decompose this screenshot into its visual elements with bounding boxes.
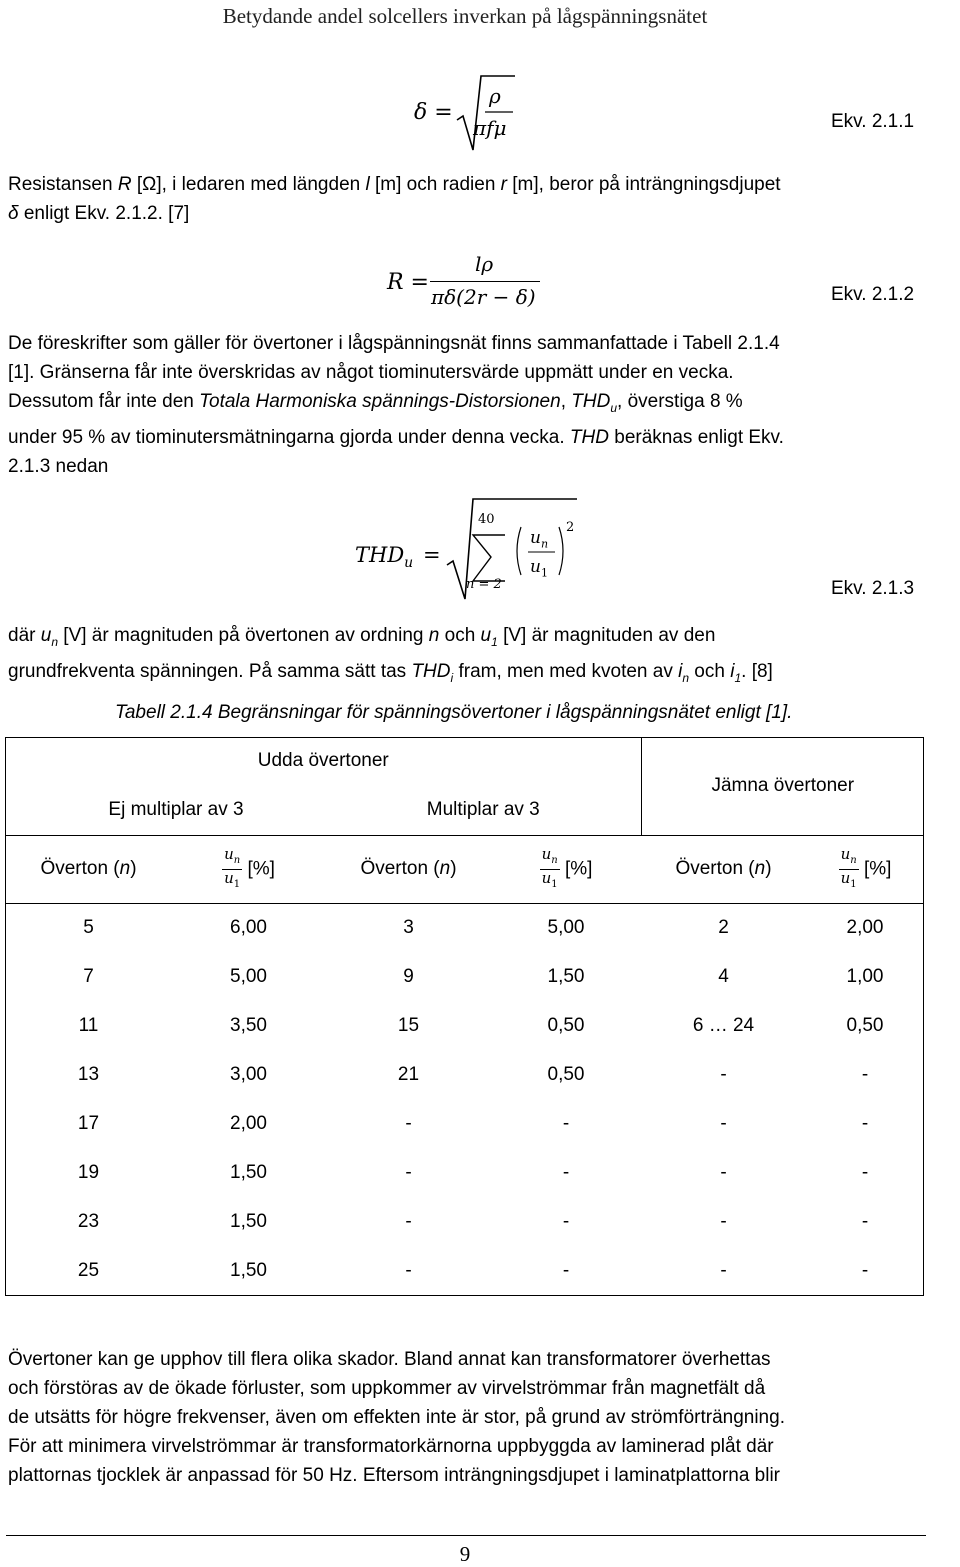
paragraph-effects: [8, 1345, 938, 1490]
table-cell: 21: [397, 1063, 420, 1085]
paragraph-line: och förstöras av de ökade förluster, som uppkommer av virvelströmmar från magnetfält då: [8, 1378, 766, 1399]
column-header-order: Överton (n): [641, 835, 806, 903]
eq3-equals: =: [423, 543, 441, 567]
column-header-ratio: $\frac{u_n}{u_1}$ [%]: [806, 835, 924, 903]
table-cell: 5,00: [491, 903, 641, 952]
table-cell: 19: [77, 1161, 100, 1183]
table-cell: -: [405, 1112, 412, 1134]
table-cell: 1,00: [846, 965, 884, 987]
table-cell: -: [720, 1161, 727, 1183]
eq2-lhs: R =: [387, 270, 429, 295]
table-cell: 2,00: [806, 903, 924, 952]
table-cell: 7: [83, 965, 94, 987]
table-cell: -: [562, 1210, 570, 1232]
table-cell: -: [562, 1112, 570, 1134]
eq3-sum-lower: n = 2: [466, 577, 502, 592]
table-cell: 5: [6, 903, 171, 952]
paragraph-line: under 95 % av tiominutersmätningarna gjorda under denna vecka. THD beräknas enligt Ekv.: [8, 426, 784, 448]
table-cell: 6,00: [171, 903, 326, 952]
column-header-ratio: $\frac{u_n}{u_1}$ [%]: [171, 835, 326, 903]
paragraph-resistance: [8, 170, 938, 228]
odd-harmonics-header: Udda övertoner: [257, 750, 389, 771]
paragraph-line: 2.1.3 nedan: [8, 455, 109, 477]
harmonics-limits-table: [6, 737, 924, 1295]
table-cell: 11: [78, 1014, 99, 1036]
table-cell: -: [720, 1112, 727, 1134]
column-header-row: [6, 835, 924, 903]
table-row: [6, 1197, 924, 1246]
table-cell: 0,50: [846, 1014, 884, 1036]
table-cell: 13: [77, 1063, 100, 1085]
paragraph-definitions: [8, 621, 938, 693]
table-cell: 2: [641, 903, 806, 952]
table-cell: -: [405, 1161, 412, 1183]
table-cell: 1,50: [230, 1259, 267, 1281]
paragraph-line: de utsätts för högre frekvenser, även om effekten inte är stor, på grund av strömförträngning.: [8, 1407, 785, 1428]
eq1-sqrt-sign: [455, 72, 517, 154]
page-number: 9: [459, 1542, 471, 1566]
table-cell: 15: [397, 1014, 420, 1036]
paragraph-line: För att minimera virvelströmmar är transformatorkärnorna uppbyggda av laminerad plåt där: [8, 1436, 774, 1457]
column-header-ratio: $\frac{u_n}{u_1}$ [%]: [491, 835, 641, 903]
column-header-order: Överton (n): [326, 835, 491, 903]
table-cell: 25: [77, 1259, 100, 1281]
table-cell: 2,00: [230, 1112, 267, 1134]
table-cell: -: [405, 1259, 412, 1281]
eq1-numerator: ρ: [489, 84, 501, 108]
table-cell: -: [405, 1210, 412, 1232]
not-multiple-of-3-header: Ej multiplar av 3: [108, 798, 244, 820]
table-cell: 17: [77, 1112, 100, 1134]
table-cell: -: [861, 1063, 869, 1085]
paragraph-regulations: [8, 329, 938, 481]
table-cell: -: [861, 1210, 869, 1232]
table-cell: 1,50: [230, 1210, 267, 1232]
table-row: [6, 1246, 924, 1295]
multiple-of-3-header: Multiplar av 3: [426, 798, 540, 820]
eq3-frac-numerator: $u_n$: [530, 528, 549, 551]
eq2-numerator: lρ: [475, 252, 494, 276]
eq2-denominator: πδ(2r − δ): [431, 285, 536, 309]
footer-rule: [6, 1535, 926, 1536]
table-row: [6, 1099, 924, 1148]
paragraph-line: De föreskrifter som gäller för övertoner i lågspänningsnät finns sammanfattade i Tabell 2.1.4: [8, 333, 780, 354]
eq3-sum-upper: 40: [478, 512, 495, 527]
table-cell: 0,50: [547, 1014, 585, 1036]
table-row: [6, 1148, 924, 1197]
table-cell: -: [562, 1161, 570, 1183]
table-cell: -: [720, 1259, 727, 1281]
eq1-denominator: πfμ: [473, 116, 507, 140]
paragraph-line: Resistansen R [Ω], i ledaren med längden l [m] och radien r [m], beror på inträngningsdjupet: [8, 174, 781, 195]
table-cell: 1,50: [547, 965, 585, 987]
table-cell: 0,50: [547, 1063, 585, 1085]
eq3-lhs: $THD_u$: [355, 543, 414, 572]
table-cell: -: [861, 1259, 869, 1281]
table-cell: 3,00: [230, 1063, 267, 1085]
eq3-label: Ekv. 2.1.3: [831, 578, 915, 599]
table-caption: Tabell 2.1.4 Begränsningar för spänningsövertoner i lågspänningsnätet enligt [1].: [115, 702, 793, 723]
table-cell: -: [562, 1259, 570, 1281]
paragraph-line: δ enligt Ekv. 2.1.2. [7]: [8, 203, 190, 224]
eq1-lhs: δ =: [414, 100, 453, 125]
table-cell: 1,50: [230, 1161, 267, 1183]
table-body: [6, 903, 924, 1295]
table-row: [6, 1001, 924, 1050]
table-cell: -: [720, 1063, 727, 1085]
table-cell: 3,50: [230, 1014, 267, 1036]
table-row: [6, 903, 924, 952]
even-harmonics-header: Jämna övertoner: [641, 737, 924, 835]
paragraph-line: [1]. Gränserna får inte överskridas av något tiominutersvärde uppmätt under en vecka.: [8, 362, 734, 383]
table-cell: 5,00: [230, 965, 267, 987]
table-cell: -: [720, 1210, 727, 1232]
eq2-fraction-bar: [430, 281, 540, 282]
paragraph-line: Övertoner kan ge upphov till flera olika skador. Bland annat kan transformatorer överhettas: [8, 1349, 771, 1370]
eq3-exponent: 2: [566, 520, 575, 535]
paragraph-line: plattornas tjocklek är anpassad för 50 Hz. Eftersom inträngningsdjupet i laminatplattorna blir: [8, 1465, 781, 1486]
table-cell: -: [861, 1161, 869, 1183]
table-row: [6, 1050, 924, 1099]
paragraph-line: grundfrekventa spänningen. På samma sätt tas $THD_i$ fram, men med kvoten av $i_n$ och $i_1$. [8]: [8, 660, 773, 685]
paragraph-line: där $u_n$ [V] är magnituden på övertonen av ordning n och $u_1$ [V] är magnituden av den: [8, 625, 716, 649]
column-header-order: Överton (n): [6, 835, 171, 903]
eq3-frac-denominator: $u_1$: [530, 557, 548, 580]
table-cell: 3: [326, 903, 491, 952]
table-cell: 6 … 24: [692, 1014, 755, 1036]
table-cell: 4: [718, 965, 729, 987]
table-cell: 23: [77, 1210, 100, 1232]
paragraph-line: Dessutom får inte den Totala Harmoniska spännings-Distorsionen, $THD_u$, överstiga 8 %: [8, 391, 743, 415]
table-cell: 9: [403, 965, 414, 987]
table-cell: -: [861, 1112, 869, 1134]
eq1-label: Ekv. 2.1.1: [831, 111, 915, 132]
running-header: Betydande andel solcellers inverkan på lågspänningsnätet: [222, 4, 708, 28]
eq2-label: Ekv. 2.1.2: [831, 284, 915, 305]
table-row: [6, 952, 924, 1001]
